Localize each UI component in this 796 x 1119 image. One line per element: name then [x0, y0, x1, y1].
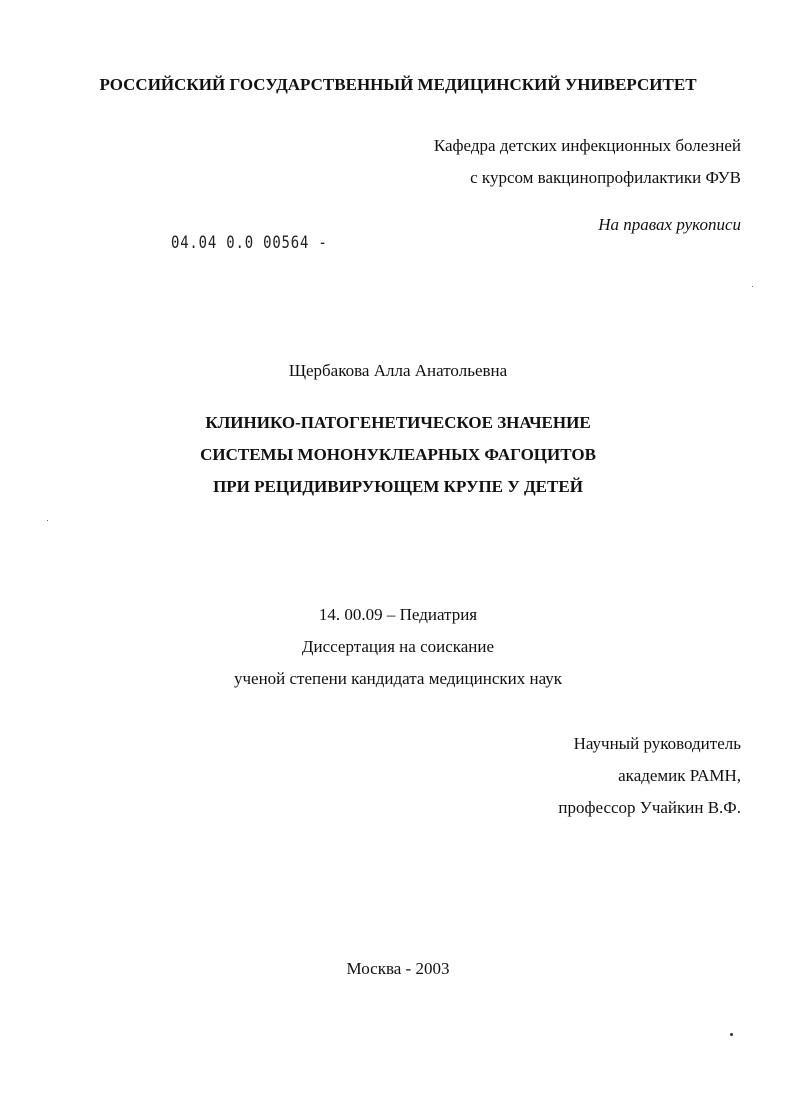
thesis-title-line-1: КЛИНИКО-ПАТОГЕНЕТИЧЕСКОЕ ЗНАЧЕНИЕ: [205, 413, 591, 432]
supervisor-title: академик РАМН,: [618, 766, 741, 785]
department-line-2: с курсом вакцинопрофилактики ФУВ: [470, 168, 741, 187]
degree-line: ученой степени кандидата медицинских наук: [233, 669, 563, 688]
scan-speck: [730, 1033, 733, 1036]
specialty-code: 14. 00.09 – Педиатрия: [318, 605, 478, 624]
city-year: Москва - 2003: [346, 959, 450, 978]
scan-speck: [752, 286, 753, 287]
thesis-title-line-3: ПРИ РЕЦИДИВИРУЮЩЕМ КРУПЕ У ДЕТЕЙ: [213, 477, 583, 496]
manuscript-note: На правах рукописи: [598, 215, 741, 234]
university-name: РОССИЙСКИЙ ГОСУДАРСТВЕННЫЙ МЕДИЦИНСКИЙ УНИВЕРСИТЕТ: [99, 75, 697, 94]
author-name: Щербакова Алла Анатольевна: [288, 361, 508, 380]
department-line-1: Кафедра детских инфекционных болезней: [433, 136, 741, 155]
library-stamp-number: 04.04 0.0 00564 -: [171, 233, 328, 253]
dissertation-line: Диссертация на соискание: [301, 637, 495, 656]
supervisor-name: профессор Учайкин В.Ф.: [558, 798, 741, 817]
scan-speck: [47, 520, 48, 521]
thesis-title-line-2: СИСТЕМЫ МОНОНУКЛЕАРНЫХ ФАГОЦИТОВ: [200, 445, 596, 464]
supervisor-label: Научный руководитель: [573, 734, 741, 753]
